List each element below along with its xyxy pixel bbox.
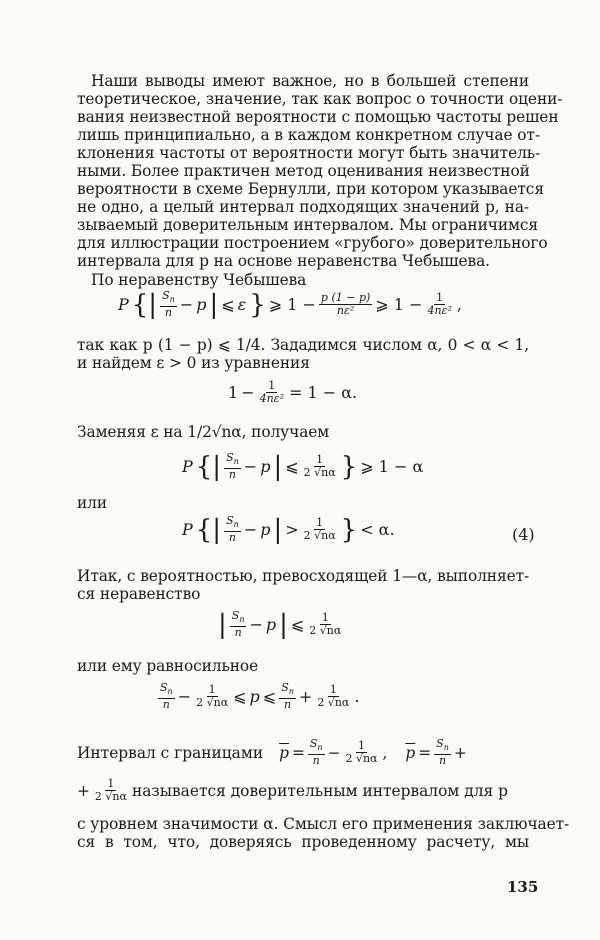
text-line: вероятности в схеме Бернулли, при котором указывается xyxy=(77,180,544,198)
text-line: ся неравенство xyxy=(77,585,201,603)
text-line: Заменяя ε на 1/2√nα, получаем xyxy=(77,423,330,441)
word-or: или xyxy=(77,494,107,512)
formula-chebyshev: P {| $\frac{S_n}{n}$ − p | ⩽ ε } ⩾ 1 − $\frac{p (1 - p)}{\text{nε²}}$ ⩾ 1 − $\frac{1}{\text{4nε²}}$ , xyxy=(118,289,462,320)
text-line: вания неизвестной вероятности с помощью частоты решен xyxy=(77,108,559,126)
text-line: теоретическое, значение, так как вопрос о точности оцени- xyxy=(77,90,563,108)
text-line: лишь принципиально, а в каждом конкретном случае от- xyxy=(77,126,540,144)
text-line: так как p (1 − p) ⩽ 1/4. Зададимся числом α, 0 < α < 1, xyxy=(77,336,529,354)
equation-number: (4) xyxy=(512,525,535,544)
formula-inequality: | $\frac{S_n}{n}$ − p | ⩽ $\frac{1}{2 √n\alpha}$ xyxy=(218,609,342,640)
text-line: и найдем ε > 0 из уравнения xyxy=(77,354,310,372)
text-line: Итак, с вероятностью, превосходящей 1—α, выполняет- xyxy=(77,567,530,585)
text-line: с уровнем значимости α. Смысл его применения заключает- xyxy=(77,815,570,833)
text-line: зываемый доверительным интервалом. Мы ограничимся xyxy=(77,216,538,234)
text-line: или ему равносильное xyxy=(77,657,259,675)
text-line: интервала для p на основе неравенства Чебышева. xyxy=(77,252,490,270)
text-line: клонения частоты от вероятности могут быть значитель- xyxy=(77,144,541,162)
text-line: ными. Более практичен метод оценивания неизвестной xyxy=(77,162,530,180)
formula-equivalent: $\frac{S_n}{n}$ − $\frac{1}{2 √n\alpha}$ ⩽ p ⩽ $\frac{S_n}{n}$ + $\frac{1}{2 √n\alpha}$ . xyxy=(160,681,360,712)
interval-called-line: + $\frac{1}{2 √n\alpha}$ называется доверительным интервалом для p xyxy=(77,777,508,803)
formula-epsilon: 1 − $\frac{1}{\text{4nε²}}$ = 1 − α. xyxy=(228,379,358,405)
text-line: для иллюстрации построением «грубого» доверительного xyxy=(77,234,548,252)
text-line: не одно, а целый интервал подходящих значений p, на- xyxy=(77,198,529,216)
text-line: Наши выводы имеют важное, но в большей степени xyxy=(91,72,529,90)
text-line: ся в том, что, доверяясь проведенному расчету, мы xyxy=(77,833,529,851)
formula-replace: P {| $\frac{S_n}{n}$ − p | ⩽ $\frac{1}{2 √n\alpha}$ } ⩾ 1 − α xyxy=(182,451,424,482)
interval-line: Интервал с границами $\overline{p}$ = $\frac{S_n}{n}$ − $\frac{1}{2 √n\alpha}$ , $\overline{p}$ = $\frac{S_n}{n}$ + xyxy=(77,737,467,768)
page-number: 135 xyxy=(507,878,539,896)
formula-4: P {| $\frac{S_n}{n}$ − p | > $\frac{1}{2 √n\alpha}$ } < α. xyxy=(182,514,395,545)
chebyshev-intro: По неравенству Чебышева xyxy=(91,271,307,289)
